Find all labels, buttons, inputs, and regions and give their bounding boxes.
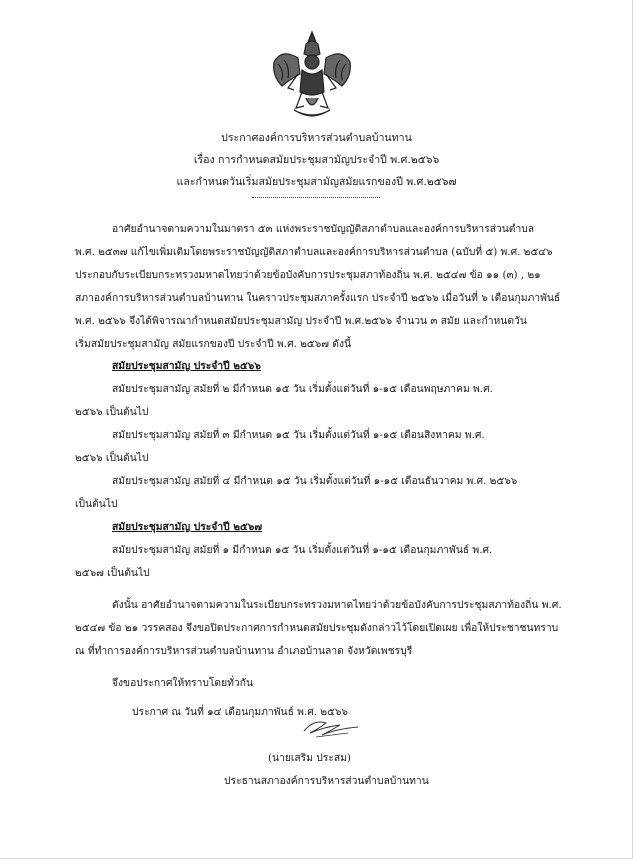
intro-line-3: ประกอบกับระเบียบกระทรวงมหาดไทยว่าด้วยข้อบังคับการประชุมสภาท้องถิ่น พ.ศ. ๒๕๔๗ ข้อ ๑๑ (๓) , ๒๑ bbox=[75, 269, 541, 281]
announce-text: จึงขอประกาศให้ทราบโดยทั่วกัน bbox=[112, 677, 253, 689]
announce-date: ประกาศ ณ วันที่ ๑๔ เดือนกุมภาพันธ์ พ.ศ. ๒๕๖๖ bbox=[132, 706, 348, 718]
signer-position: ประธานสภาองค์การบริหารส่วนตำบลบ้านทาน bbox=[224, 775, 429, 787]
closing-line-1: ดังนั้น อาศัยอำนาจตามความในระเบียบกระทรวงมหาดไทยว่าด้วยข้อบังคับการประชุมสภาท้องถิ่น พ.ศ. bbox=[112, 599, 562, 611]
session-2-line-2: ๒๕๖๖ เป็นต้นไป bbox=[75, 406, 149, 418]
session-4-line-2: เป็นต้นไป bbox=[75, 498, 118, 510]
section-heading-2566: สมัยประชุมสามัญ ประจำปี ๒๕๖๖ bbox=[112, 360, 261, 372]
signature-icon bbox=[300, 713, 362, 743]
session-3-line-2: ๒๕๖๖ เป็นต้นไป bbox=[75, 452, 149, 464]
section-heading-2567: สมัยประชุมสามัญ ประจำปี ๒๕๖๗ bbox=[112, 521, 263, 533]
intro-line-4: สภาองค์การบริหารส่วนตำบลบ้านทาน ในคราวประชุมสภาครั้งแรก ประจำปี ๒๕๖๖ เมื่อวันที่ ๖ เดือนกุมภาพันธ์ bbox=[75, 292, 561, 304]
garuda-emblem-icon bbox=[268, 28, 356, 123]
intro-line-1: อาศัยอำนาจตามความในมาตรา ๕๓ แห่งพระราชบัญญัติสภาตำบลและองค์การบริหารส่วนตำบล bbox=[112, 223, 535, 235]
signer-name: (นายเสริม ประสม) bbox=[268, 752, 351, 764]
session-1-2567-line-1: สมัยประชุมสามัญ สมัยที่ ๑ มีกำหนด ๑๕ วัน เริ่มตั้งแต่วันที่ ๑-๑๕ เดือนกุมภาพันธ์ พ.ศ. bbox=[112, 544, 493, 556]
session-2-line-1: สมัยประชุมสามัญ สมัยที่ ๒ มีกำหนด ๑๕ วัน เริ่มตั้งแต่วันที่ ๑-๑๕ เดือนพฤษภาคม พ.ศ. bbox=[112, 383, 493, 395]
closing-line-2: ๒๕๔๗ ข้อ ๒๑ วรรคสอง จึงขอปิดประกาศการกำหนดสมัยประชุมดังกล่าวไว้โดยเปิดเผย เพื่อให้ประชาชนทราบ bbox=[75, 622, 559, 634]
intro-line-5: พ.ศ. ๒๕๖๖ จึงได้พิจารณากำหนดสมัยประชุมสามัญ ประจำปี พ.ศ.๒๕๖๖ จำนวน ๓ สมัย และกำหนดวัน bbox=[75, 315, 527, 327]
title-divider bbox=[252, 197, 380, 198]
intro-line-6: เริ่มสมัยประชุมสามัญ สมัยแรกของปี ประจำปี พ.ศ. ๒๕๖๗ ดังนี้ bbox=[75, 338, 352, 350]
document-subject-continued: และกำหนดวันเริ่มสมัยประชุมสามัญสมัยแรกของปี พ.ศ.๒๕๖๗ bbox=[176, 176, 457, 188]
closing-line-3: ณ ที่ทำการองค์การบริหารส่วนตำบลบ้านทาน อำเภอบ้านลาด จังหวัดเพชรบุรี bbox=[75, 645, 413, 657]
session-4-line-1: สมัยประชุมสามัญ สมัยที่ ๔ มีกำหนด ๑๕ วัน เริ่มตั้งแต่วันที่ ๑-๑๕ เดือนธันวาคม พ.ศ. ๒๕๖๖ bbox=[112, 475, 518, 487]
document-title: ประกาศองค์การบริหารส่วนตำบลบ้านทาน bbox=[221, 132, 412, 144]
session-3-line-1: สมัยประชุมสามัญ สมัยที่ ๓ มีกำหนด ๑๕ วัน เริ่มตั้งแต่วันที่ ๑-๑๕ เดือนสิงหาคม พ.ศ. bbox=[112, 429, 485, 441]
intro-line-2: พ.ศ. ๒๕๓๗ แก้ไขเพิ่มเติมโดยพระราชบัญญัติสภาตำบลและองค์การบริหารส่วนตำบล (ฉบับที่ ๕) พ.ศ. ๒๕๔๖ bbox=[75, 246, 553, 258]
session-1-2567-line-2: ๒๕๖๗ เป็นต้นไป bbox=[75, 567, 150, 579]
document-subject: เรื่อง การกำหนดสมัยประชุมสามัญประจำปี พ.ศ.๒๕๖๖ bbox=[193, 154, 440, 166]
